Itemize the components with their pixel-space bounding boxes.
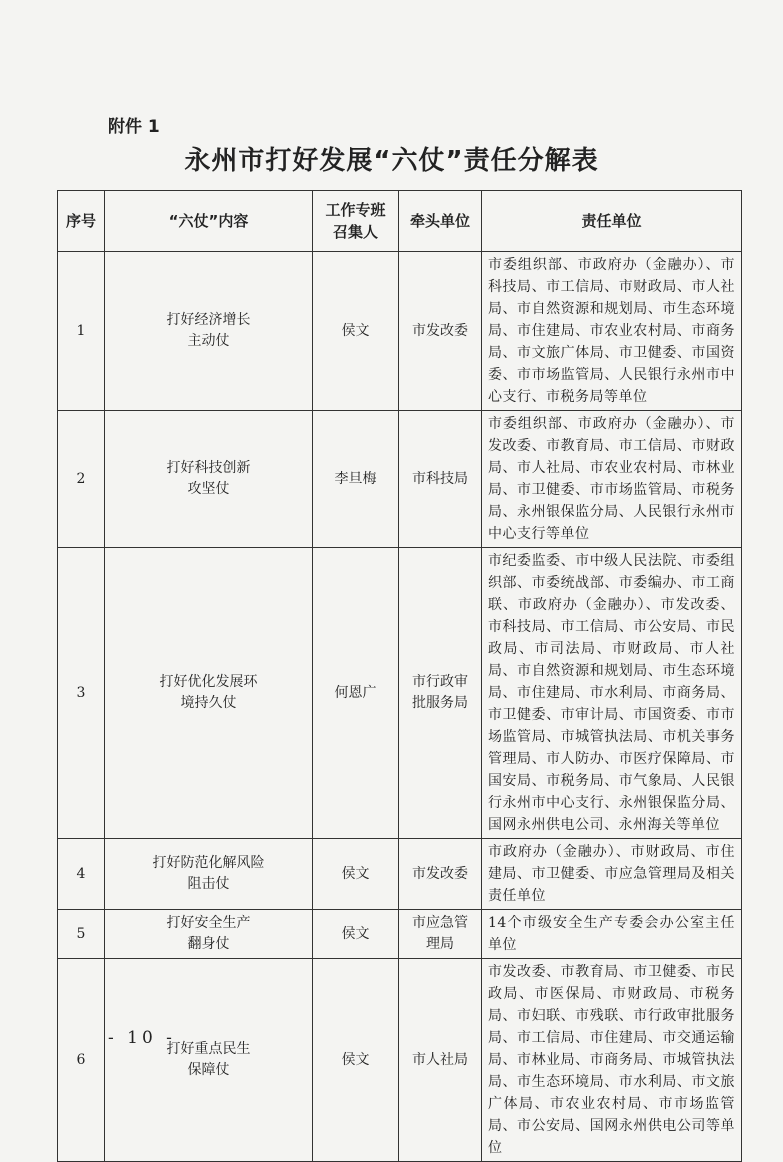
page-number: - 10 - <box>108 1028 176 1048</box>
row-convener: 侯文 <box>313 910 399 959</box>
header-no: 序号 <box>58 191 105 252</box>
row-units: 14个市级安全生产专委会办公室主任单位 <box>482 910 742 959</box>
row-content: 打好优化发展环境持久仗 <box>105 548 313 839</box>
row-convener: 何恩广 <box>313 548 399 839</box>
table-row <box>58 411 742 548</box>
row-convener: 侯文 <box>313 839 399 910</box>
table-row <box>58 548 742 839</box>
row-content: 打好重点民生保障仗 <box>105 959 313 1162</box>
row-lead: 市科技局 <box>399 411 482 548</box>
row-units: 市委组织部、市政府办（金融办）、市科技局、市工信局、市财政局、市人社局、市自然资源和规划局、市生态环境局、市住建局、市农业农村局、市商务局、市文旅广体局、市卫健委、市国资委、市市场监管局、人民银行永州市中心支行、市税务局等单位 <box>482 252 742 411</box>
row-convener: 侯文 <box>313 252 399 411</box>
row-content: 打好科技创新攻坚仗 <box>105 411 313 548</box>
row-lead: 市发改委 <box>399 839 482 910</box>
row-no: 3 <box>58 548 105 839</box>
header-content: “六仗”内容 <box>105 191 313 252</box>
header-lead: 牵头单位 <box>399 191 482 252</box>
header-units: 责任单位 <box>482 191 742 252</box>
row-units: 市政府办（金融办）、市财政局、市住建局、市卫健委、市应急管理局及相关责任单位 <box>482 839 742 910</box>
table-row <box>58 839 742 910</box>
attachment-label: 附件 1 <box>108 117 160 137</box>
row-no: 1 <box>58 252 105 411</box>
row-content: 打好防范化解风险阻击仗 <box>105 839 313 910</box>
row-lead: 市发改委 <box>399 252 482 411</box>
row-content: 打好安全生产翻身仗 <box>105 910 313 959</box>
table-row <box>58 252 742 411</box>
table-row <box>58 959 742 1162</box>
row-units: 市委组织部、市政府办（金融办）、市发改委、市教育局、市工信局、市财政局、市人社局、市农业农村局、市林业局、市卫健委、市市场监管局、市税务局、永州银保监分局、人民银行永州市中心支行等单位 <box>482 411 742 548</box>
row-lead: 市应急管理局 <box>399 910 482 959</box>
header-convener: 工作专班召集人 <box>313 191 399 252</box>
row-lead: 市人社局 <box>399 959 482 1162</box>
row-no: 6 <box>58 959 105 1162</box>
row-convener: 李旦梅 <box>313 411 399 548</box>
row-content: 打好经济增长主动仗 <box>105 252 313 411</box>
row-no: 5 <box>58 910 105 959</box>
table-header-row <box>58 191 742 252</box>
table-row <box>58 910 742 959</box>
row-convener: 侯文 <box>313 959 399 1162</box>
row-units: 市纪委监委、市中级人民法院、市委组织部、市委统战部、市委编办、市工商联、市政府办（金融办）、市发改委、市科技局、市工信局、市公安局、市民政局、市司法局、市财政局、市人社局、市自然资源和规划局、市生态环境局、市住建局、市水利局、市商务局、市卫健委、市审计局、市国资委、市市场监管局、市城管执法局、市机关事务管理局、市人防办、市医疗保障局、市国安局、市税务局、市气象局、人民银行永州市中心支行、永州银保监分局、国网永州供电公司、永州海关等单位 <box>482 548 742 839</box>
document-title: 永州市打好发展“六仗”责任分解表 <box>184 146 599 176</box>
row-no: 2 <box>58 411 105 548</box>
row-units: 市发改委、市教育局、市卫健委、市民政局、市医保局、市财政局、市税务局、市妇联、市残联、市行政审批服务局、市工信局、市住建局、市交通运输局、市林业局、市商务局、市城管执法局、市生态环境局、市水利局、市文旅广体局、市农业农村局、市市场监管局、市公安局、国网永州供电公司等单位 <box>482 959 742 1162</box>
row-lead: 市行政审批服务局 <box>399 548 482 839</box>
responsibility-table <box>57 190 742 1162</box>
row-no: 4 <box>58 839 105 910</box>
